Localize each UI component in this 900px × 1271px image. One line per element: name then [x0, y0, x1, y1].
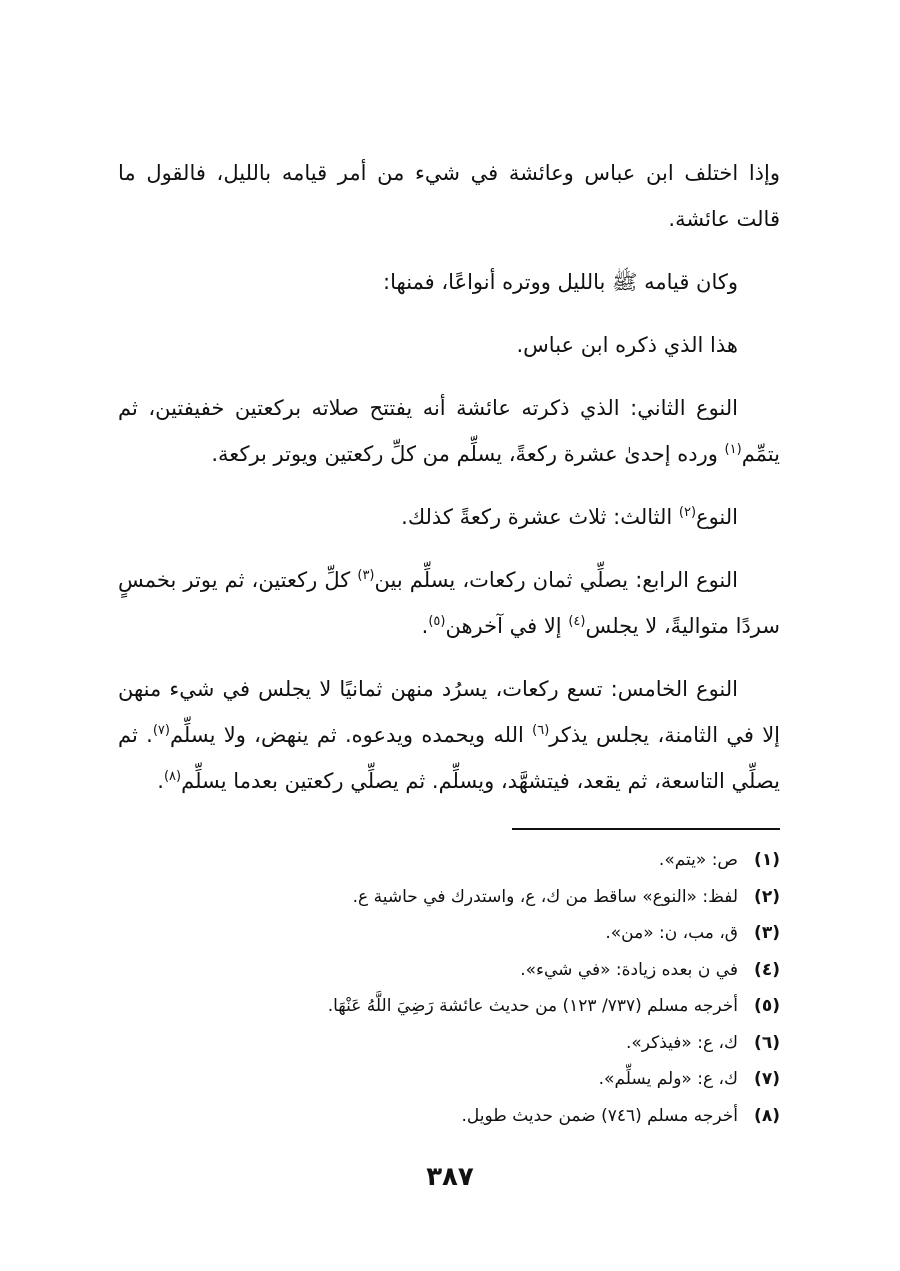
footnote-number: (١)	[754, 850, 780, 870]
paragraph-text: الله ويحمده ويدعوه. ثم ينهض، ولا يسلِّم	[169, 723, 533, 747]
main-text	[118, 150, 780, 821]
paragraph-text: إلا في آخرهن	[445, 614, 569, 638]
footnote-item	[300, 1098, 780, 1135]
paragraph-text: النوع الثاني: الذي ذكرته عائشة أنه يفتتح صلاته بركعتين خفيفتين، ثم يتمِّم	[118, 396, 780, 466]
footnote-number: (٢)	[754, 886, 780, 907]
footnotes-list	[300, 842, 780, 1134]
paragraph-text: النوع الرابع: يصلِّي ثمان ركعات، يسلِّم بين	[374, 568, 738, 592]
footnote-reference: (١)	[724, 442, 742, 457]
footnote-item	[300, 1061, 780, 1098]
footnote-text: أخرجه مسلم (٧٣٧/ ١٢٣) من حديث عائشة رَضِيَ اللَّهُ عَنْهَا.	[327, 996, 738, 1016]
footnote-text: ق، مب، ن: «من».	[605, 923, 738, 943]
footnote-item	[300, 1025, 780, 1062]
footnote-text: أخرجه مسلم (٧٤٦) ضمن حديث طويل.	[461, 1105, 738, 1126]
footnote-reference: (٧)	[152, 723, 170, 738]
footnote-separator	[512, 828, 780, 830]
paragraph-text: .	[421, 614, 429, 638]
paragraph	[118, 150, 780, 242]
paragraph-text: النوع	[696, 505, 738, 529]
paragraph-text: هذا الذي ذكره ابن عباس.	[516, 333, 738, 357]
paragraph	[118, 259, 780, 305]
paragraph-text: ورده إحدىٰ عشرة ركعةً، يسلِّم من كلِّ ركعتين ويوتر بركعة.	[211, 442, 725, 466]
paragraph-text: النوع الخامس: تسع ركعات، يسرُد منهن ثمانيًا لا يجلس في شيء منهن إلا في الثامنة، يجلس يذكر	[118, 677, 781, 747]
paragraph	[118, 666, 780, 804]
footnote-number: (٨)	[754, 1105, 780, 1126]
footnote-reference: (٢)	[678, 505, 697, 520]
paragraph-text: .	[157, 769, 164, 793]
footnote-reference: (٤)	[568, 614, 586, 629]
paragraph	[118, 385, 780, 477]
footnote-text: ك، ع: «ولم يسلِّم».	[598, 1069, 738, 1089]
footnote-number: (٤)	[754, 959, 780, 980]
paragraph-text: وإذا اختلف ابن عباس وعائشة في شيء من أمر قيامه بالليل، فالقول ما قالت عائشة.	[118, 161, 780, 231]
footnote-text: ص: «يتم».	[658, 850, 738, 870]
footnote-number: (٦)	[754, 1032, 780, 1053]
paragraph	[118, 557, 780, 649]
footnote-number: (٧)	[754, 1069, 780, 1089]
footnote-text: لفظ: «النوع» ساقط من ك، ع، واستدرك في حاشية ع.	[352, 886, 738, 907]
paragraph-text: الثالث: ثلاث عشرة ركعةً كذلك.	[401, 505, 679, 529]
footnote-text: ك، ع: «فيذكر».	[625, 1032, 738, 1053]
footnote-reference: (٦)	[532, 723, 550, 738]
paragraph	[118, 494, 780, 540]
footnote-reference: (٥)	[428, 614, 446, 629]
footnote-item	[300, 842, 780, 879]
paragraph	[118, 322, 780, 368]
footnote-item	[300, 915, 780, 952]
footnote-number: (٣)	[754, 923, 780, 943]
footnote-text: في ن بعده زيادة: «في شيء».	[520, 959, 738, 980]
footnote-item	[300, 879, 780, 916]
paragraph-text: كلِّ ركعتين، ثم يوتر بخمسٍ سردًا متواليةً، لا يجلس	[118, 568, 780, 638]
footnote-item	[300, 988, 780, 1025]
paragraph-text: وكان قيامه ﷺ بالليل ووتره أنواعًا، فمنها:	[383, 270, 738, 294]
paragraph-text: . ثم يصلِّي التاسعة، ثم يقعد، فيتشهَّد، ويسلِّم. ثم يصلِّي ركعتين بعدما يسلِّم	[118, 723, 780, 793]
footnote-number: (٥)	[754, 996, 780, 1016]
footnote-item	[300, 952, 780, 989]
footnote-reference: (٣)	[357, 568, 375, 583]
footnote-reference: (٨)	[163, 769, 182, 784]
page-number: ٣٨٧	[426, 1162, 474, 1192]
